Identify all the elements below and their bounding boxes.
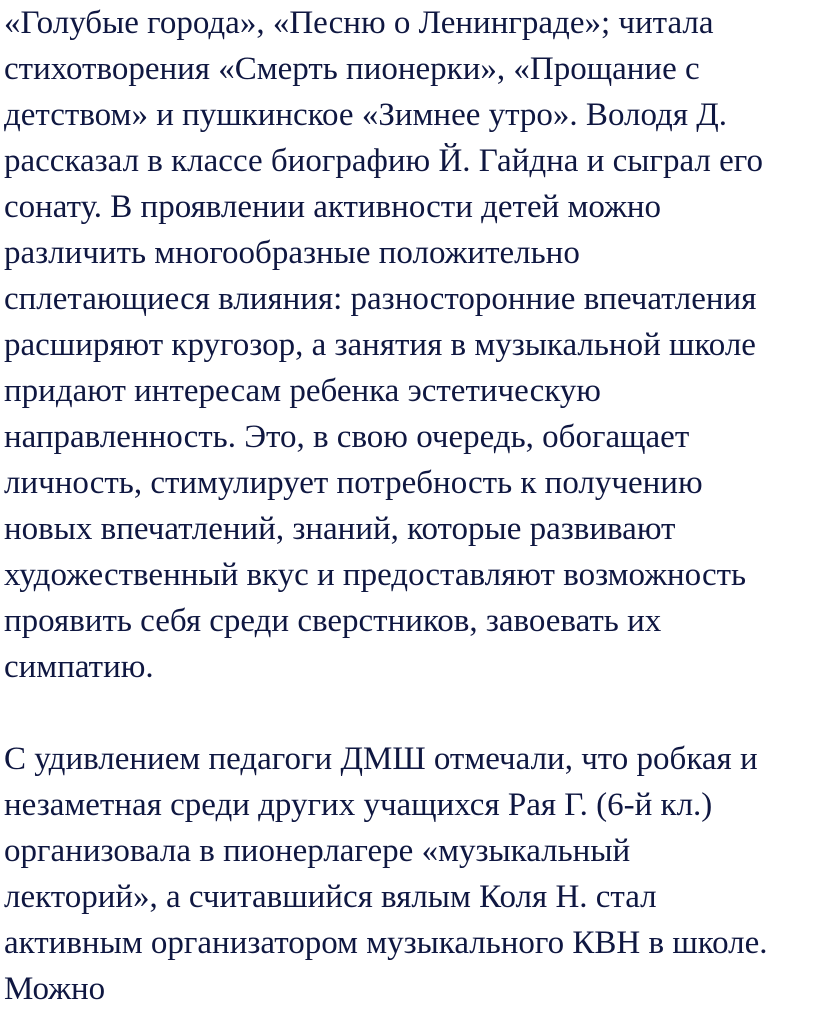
- text-line: «Голубые города», «Песню о Ленинграде»; читала: [4, 5, 714, 41]
- text-line: сонату. В проявлении активности детей можно: [4, 189, 662, 225]
- text-line: С удивлением педагоги ДМШ отмечали, что робкая и: [4, 741, 758, 777]
- text-line: новых впечатлений, знаний, которые развивают: [4, 511, 676, 547]
- text-line: Можно: [4, 971, 106, 1007]
- text-line: стихотворения «Смерть пионерки», «Прощание с: [4, 51, 700, 87]
- document-page: [4, 0, 816, 1012]
- paragraph-2: [4, 736, 816, 1012]
- text-line: симпатию.: [4, 649, 154, 685]
- text-line: рассказал в классе биографию Й. Гайдна и сыграл его: [4, 143, 763, 179]
- text-line: активным организатором музыкального КВН в школе.: [4, 925, 768, 961]
- text-line: личность, стимулирует потребность к получению: [4, 465, 703, 501]
- text-line: направленность. Это, в свою очередь, обогащает: [4, 419, 690, 455]
- text-line: лекторий», а считавшийся вялым Коля Н. стал: [4, 879, 657, 915]
- text-line: художественный вкус и предоставляют возможность: [4, 557, 747, 593]
- text-line: проявить себя среди сверстников, завоевать их: [4, 603, 662, 639]
- text-line: придают интересам ребенка эстетическую: [4, 373, 601, 409]
- text-line: организовала в пионерлагере «музыкальный: [4, 833, 631, 869]
- text-line: расширяют кругозор, а занятия в музыкальной школе: [4, 327, 756, 363]
- text-line: детством» и пушкинское «Зимнее утро». Володя Д.: [4, 97, 728, 133]
- text-line: различить многообразные положительно: [4, 235, 580, 271]
- paragraph-1: [4, 0, 816, 690]
- text-line: сплетающиеся влияния: разносторонние впечатления: [4, 281, 757, 317]
- text-line: незаметная среди других учащихся Рая Г. (6-й кл.): [4, 787, 713, 823]
